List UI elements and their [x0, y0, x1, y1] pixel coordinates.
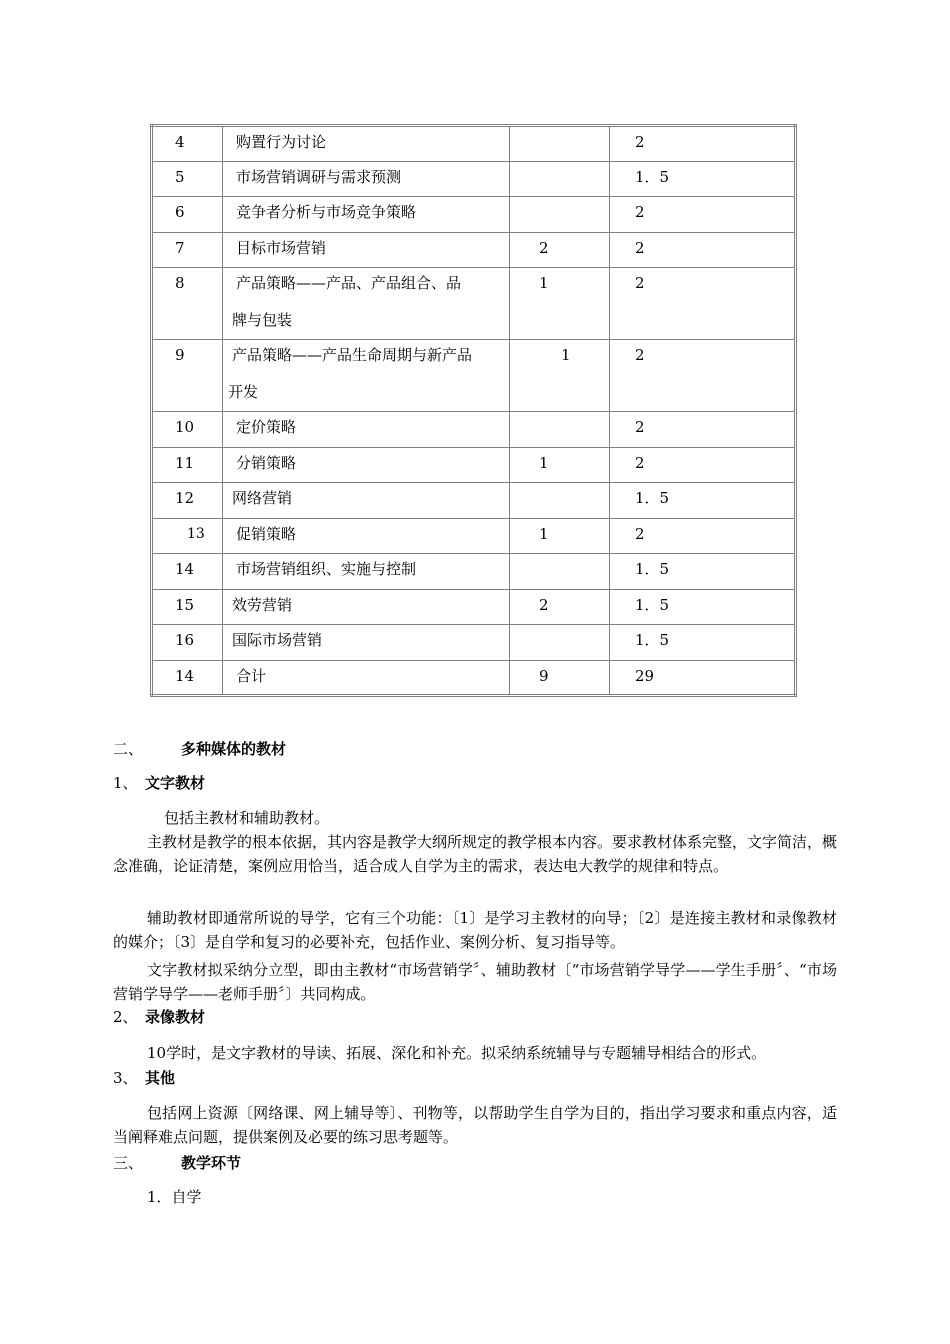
table-row — [152, 197, 796, 233]
cell-credit-hours: 2 — [610, 447, 796, 483]
chapter-name-line: 开发 — [228, 383, 259, 401]
chapter-name-line: 分销策略 — [236, 453, 297, 472]
chapter-name-line: 效劳营销 — [232, 595, 293, 614]
subsection-title: 录像教材 — [145, 1008, 206, 1026]
list-item-self-study: 1．自学 — [147, 1188, 202, 1206]
cell-chapter-name — [223, 447, 510, 483]
chapter-name-line: 网络营销 — [232, 489, 293, 507]
section-2-heading — [113, 738, 287, 759]
chapter-name-line: 目标市场营销 — [236, 238, 327, 257]
table-row — [152, 161, 796, 197]
cell-number: 5 — [152, 161, 223, 197]
table-row — [152, 268, 796, 340]
subsection-2-3-heading — [113, 1067, 176, 1088]
cell-number: 14 — [152, 660, 223, 696]
cell-credit-hours: 1．5 — [610, 589, 796, 625]
paragraph: 10学时，是文字教材的导读、拓展、深化和补充。拟采纳系统辅导与专题辅导相结合的形式。 — [147, 1044, 767, 1062]
cell-video-hours: 9 — [510, 660, 610, 696]
section-title: 教学环节 — [181, 1154, 242, 1172]
table-row — [152, 483, 796, 519]
cell-chapter-name — [223, 412, 510, 448]
subsection-marker: 1、 — [113, 774, 138, 792]
subsection-title: 文字教材 — [145, 774, 206, 792]
cell-video-hours — [510, 197, 610, 233]
cell-credit-hours: 2 — [610, 126, 796, 162]
cell-number: 10 — [152, 412, 223, 448]
chapter-name-line: 购置行为讨论 — [236, 133, 327, 151]
chapter-name-line: 产品策略——产品、产品组合、品 — [236, 274, 462, 292]
cell-chapter-name — [223, 518, 510, 554]
cell-credit-hours: 1．5 — [610, 161, 796, 197]
cell-number: 9 — [152, 340, 223, 412]
chapter-name-line: 合计 — [236, 666, 267, 685]
cell-credit-hours: 2 — [610, 412, 796, 448]
cell-credit-hours: 2 — [610, 232, 796, 268]
cell-chapter-name — [223, 232, 510, 268]
cell-credit-hours: 1．5 — [610, 554, 796, 590]
cell-number: 14 — [152, 554, 223, 590]
cell-chapter-name — [223, 340, 510, 412]
table-row — [152, 554, 796, 590]
cell-credit-hours: 2 — [610, 197, 796, 233]
cell-credit-hours: 1．5 — [610, 625, 796, 661]
cell-credit-hours: 2 — [610, 340, 796, 412]
cell-credit-hours: 1．5 — [610, 483, 796, 519]
table-row — [152, 518, 796, 554]
table-row — [152, 232, 796, 268]
cell-video-hours: 1 — [510, 447, 610, 483]
paragraph: 辅助教材即通常所说的导学，它有三个功能：〔1〕是学习主教材的向导；〔2〕是连接主教材和录像教材的媒介；〔3〕是自学和复习的必要补充，包括作业、案例分析、复习指导等。 — [113, 909, 837, 951]
cell-chapter-name — [223, 589, 510, 625]
cell-chapter-name — [223, 161, 510, 197]
cell-number: 7 — [152, 232, 223, 268]
section-marker: 二、 — [113, 740, 144, 758]
table-row — [152, 625, 796, 661]
section-title: 多种媒体的教材 — [181, 740, 287, 758]
cell-video-hours — [510, 412, 610, 448]
subsection-marker: 2、 — [113, 1008, 138, 1026]
table-row — [152, 340, 796, 412]
table-row — [152, 589, 796, 625]
cell-number: 4 — [152, 126, 223, 162]
paragraph: 主教材是教学的根本依据，其内容是教学大纲所规定的教学根本内容。要求教材体系完整，文字简洁，概念准确，论证清楚，案例应用恰当，适合成人自学为主的需求，表达电大教学的规律和特点。 — [113, 833, 838, 875]
cell-number: 8 — [152, 268, 223, 340]
cell-number: 16 — [152, 625, 223, 661]
cell-video-hours — [510, 625, 610, 661]
subsection-title: 其他 — [145, 1069, 176, 1087]
subsection-marker: 3、 — [113, 1069, 138, 1087]
cell-video-hours: 1 — [510, 518, 610, 554]
section-marker: 三、 — [113, 1154, 144, 1172]
subsection-2-2-heading — [113, 1006, 206, 1027]
cell-video-hours — [510, 126, 610, 162]
chapter-name-line: 市场营销组织、实施与控制 — [236, 560, 417, 578]
section-3-heading — [113, 1152, 242, 1173]
cell-chapter-name — [223, 197, 510, 233]
cell-video-hours — [510, 161, 610, 197]
table-row — [152, 447, 796, 483]
cell-number: 12 — [152, 483, 223, 519]
cell-number: 13 — [152, 518, 223, 554]
cell-chapter-name — [223, 660, 510, 696]
cell-credit-hours: 2 — [610, 518, 796, 554]
cell-credit-hours: 2 — [610, 268, 796, 340]
cell-chapter-name — [223, 554, 510, 590]
cell-chapter-name — [223, 483, 510, 519]
chapter-name-line: 促销策略 — [236, 524, 297, 543]
cell-number: 15 — [152, 589, 223, 625]
cell-chapter-name — [223, 625, 510, 661]
cell-video-hours: 1 — [510, 340, 610, 412]
cell-number: 11 — [152, 447, 223, 483]
paragraph: 包括主教材和辅助教材。 — [164, 809, 330, 827]
chapter-name-line: 市场营销调研与需求预测 — [236, 167, 402, 186]
cell-video-hours — [510, 554, 610, 590]
cell-number: 6 — [152, 197, 223, 233]
paragraph: 文字教材拟采纳分立型，即由主教材“市场营销学〞、辅助教材〔“市场营销学导学——学生手册〞、“市场营销学导学——老师手册〞〕共同构成。 — [113, 961, 837, 1003]
chapter-name-line: 竞争者分析与市场竞争策略 — [236, 203, 417, 221]
course-hours-table — [150, 124, 797, 697]
subsection-2-1-heading — [113, 772, 206, 793]
chapter-name-line: 定价策略 — [236, 418, 297, 436]
cell-video-hours: 2 — [510, 232, 610, 268]
chapter-name-line: 产品策略——产品生命周期与新产品 — [232, 346, 473, 364]
cell-credit-hours: 29 — [610, 660, 796, 696]
chapter-name-line: 牌与包装 — [232, 311, 293, 329]
paragraph: 包括网上资源〔网络课、网上辅导等〕、刊物等，以帮助学生自学为目的，指出学习要求和重点内容，适当阐释难点问题，提供案例及必要的练习思考题等。 — [113, 1104, 837, 1146]
cell-video-hours: 1 — [510, 268, 610, 340]
table-row — [152, 412, 796, 448]
cell-chapter-name — [223, 126, 510, 162]
chapter-name-line: 国际市场营销 — [232, 631, 323, 649]
cell-video-hours — [510, 483, 610, 519]
cell-chapter-name — [223, 268, 510, 340]
table-row — [152, 660, 796, 696]
cell-video-hours: 2 — [510, 589, 610, 625]
table-row — [152, 126, 796, 162]
